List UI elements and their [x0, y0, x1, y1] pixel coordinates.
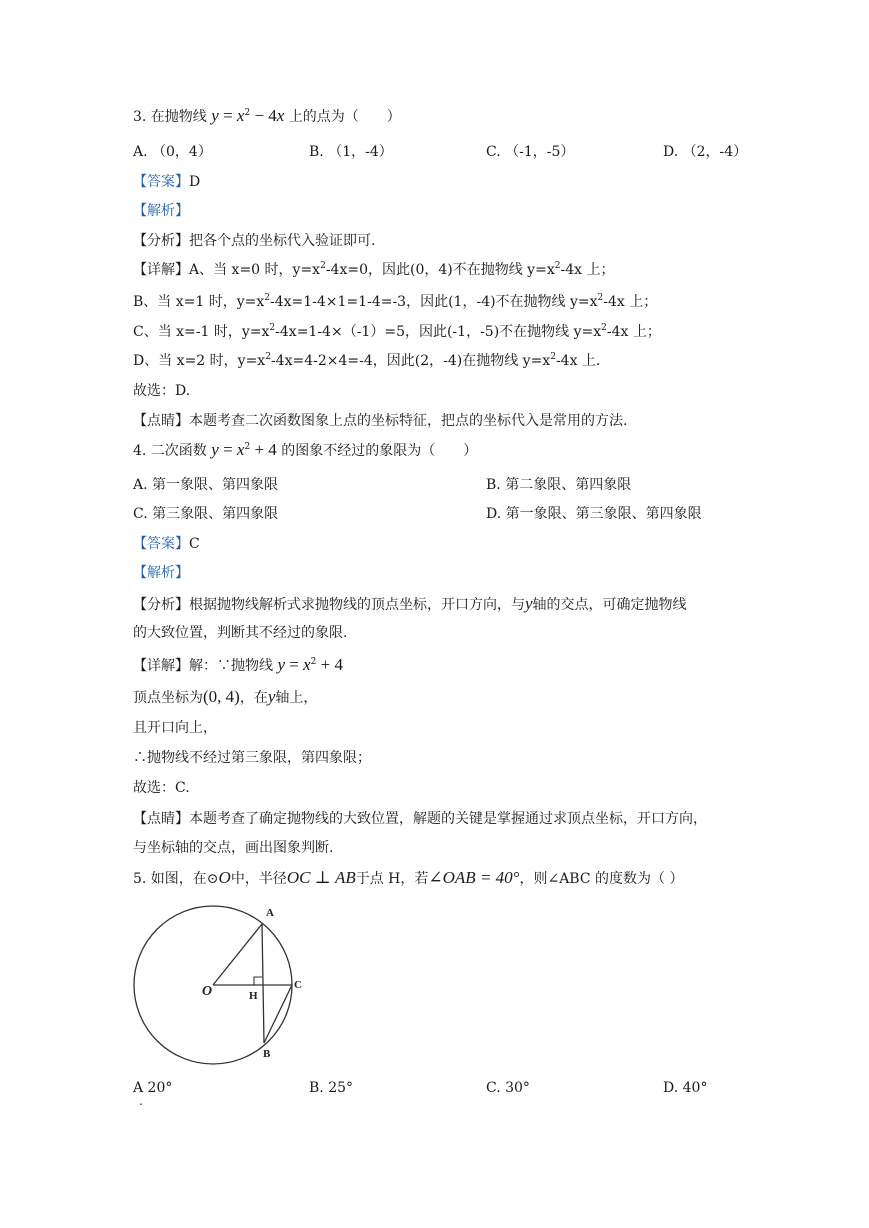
q4-stem: 4. 二次函数 $y = x^2 + 4$ 的图象不经过的象限为（ ） [133, 440, 478, 459]
q3-stem: 3. 在抛物线 $y = x^2 - 4x$ 上的点为（ ） [133, 106, 401, 125]
q4-option-a: A. 第一象限、第四象限 [133, 477, 279, 493]
segment-oa [213, 924, 262, 985]
q4-therefore: ∴抛物线不经过第三象限，第四象限； [133, 750, 371, 766]
q5-stem: 5. 如图，在⊙O中，半径OC ⊥ AB于点 H，若∠OAB = 40°，则∠ABC 的度数为（ ） [133, 868, 684, 887]
label-b: B [263, 1048, 271, 1060]
q3-detail-4: D、当 x=2 时，$y=x^2-4x=4-2\times 4=-4$，因此(2，-4)在抛物线 $y=x^2-4x$ 上. [133, 352, 601, 369]
q4-vertex: 顶点坐标为(0, 4)，在y轴上， [133, 687, 318, 706]
q4-fenxi-1: 【分析】根据抛物线解析式求抛物线的顶点坐标，开口方向，与y轴的交点，可确定抛物线 [133, 594, 687, 613]
q4-comment-2: 与坐标轴的交点，画出图象判断. [133, 840, 334, 856]
q3-detail-2: B、当 x=1 时，$y=x^2-4x=1-4\times 1=1-4=-3$，因此(1，-4)不在抛物线 $y=x^2-4x$ 上； [133, 293, 658, 310]
q5-option-c: C. 30° [486, 1080, 530, 1096]
q4-choose: 故选：C. [133, 780, 190, 796]
label-a: A [266, 907, 274, 919]
q3-option-d: D. （2，-4） [663, 144, 748, 160]
segment-ab [262, 924, 264, 1043]
q5-option-a: A 20° [133, 1080, 173, 1096]
q4-answer: 【答案】C [133, 536, 200, 552]
right-angle-mark [254, 977, 262, 985]
q4-detail: 【详解】解：∵抛物线 $y = x^2 + 4$ [133, 655, 343, 674]
q3-detail-3: C、当 x=-1 时，$y=x^2-4x=1-4\times(-1)=5$，因此(-1，-5)不在抛物线 $y=x^2-4x$ 上； [133, 323, 661, 340]
q3-choose: 故选：D. [133, 383, 191, 399]
q3-detail-1: 【详解】A、当 x=0 时，$y=x^2-4x=0$，因此(0，4)不在抛物线 $y=x^2-4x$ 上； [133, 261, 615, 278]
q3-option-b: B. （1，-4） [309, 144, 393, 160]
q3-option-c: C. （-1，-5） [486, 144, 575, 160]
q4-open: 且开口向上， [133, 720, 217, 736]
label-h: H [249, 990, 258, 1002]
q3-comment: 【点睛】本题考查二次函数图象上点的坐标特征，把点的坐标代入是常用的方法. [133, 413, 628, 429]
segment-bc [264, 985, 292, 1043]
q5-option-b: B. 25° [309, 1080, 354, 1096]
q4-option-c: C. 第三象限、第四象限 [133, 506, 279, 522]
q3-answer: 【答案】D [133, 174, 201, 190]
q3-option-a: A. （0，4） [133, 144, 212, 160]
q5-option-d: D. 40° [663, 1080, 708, 1096]
footnote-dot: . [139, 1094, 143, 1108]
label-c: C [294, 979, 302, 991]
q3-fenxi: 【分析】把各个点的坐标代入验证即可. [133, 233, 376, 249]
circle-figure [130, 900, 310, 1070]
q4-option-d: D. 第一象限、第三象限、第四象限 [486, 506, 702, 522]
q4-analysis-tag: 【解析】 [133, 565, 189, 581]
q4-comment-1: 【点睛】本题考查了确定抛物线的大致位置，解题的关键是掌握通过求顶点坐标，开口方向， [133, 811, 707, 827]
q4-option-b: B. 第二象限、第四象限 [486, 477, 632, 493]
q3-analysis-tag: 【解析】 [133, 203, 189, 219]
q4-fenxi-2: 的大致位置，判断其不经过的象限. [133, 625, 348, 641]
label-o: O [202, 984, 213, 999]
